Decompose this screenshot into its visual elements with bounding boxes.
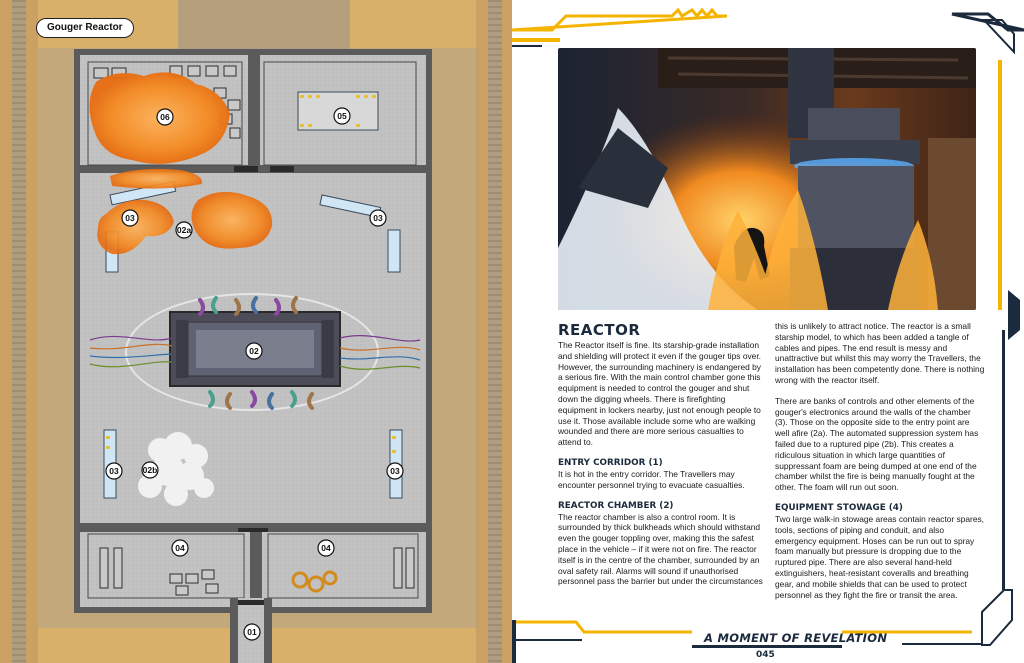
page-number: 045 <box>756 650 775 660</box>
marker-03-b: 03 <box>373 213 383 223</box>
reactor-fire-illustration <box>558 48 976 310</box>
body-reactor-chamber-cont: this is unlikely to attract notice. The reactor is a small starship model, to which has been added a tangle of cables and pipes. The end result is messy and unattractive but whilst this may worry the Travellers, the installation has been competently done. There is nothing wrong with the reactor itself. <box>775 321 985 385</box>
article-page <box>512 0 1024 663</box>
map-title-label: Gouger Reactor <box>36 18 134 38</box>
marker-04-b: 04 <box>321 543 331 553</box>
marker-02a: 02a <box>176 225 192 235</box>
article-intro: The Reactor itself is fine. Its starship-grade installation and shielding will protect it even if the gouger tips over. However, the surrounding machinery is endangered by a serious fire. With the main control chamber gone this equipment is needed to control the gouger and shut down the digging wheels. There is firefighting equipment in lockers nearby, just not enough people to use it. Those available include some who are walking wounded and there are more serious casualties to attend to. <box>558 340 761 448</box>
body-equipment-stowage: Two large walk-in stowage areas contain reactor spares, tools, sections of piping and conduit, and also emergency equipment. Hoses can be run out to spray foam manually but pressure is dropping due to the ruptured pipe. There are also several hand-held extinguishers, heat-resistant coveralls and breathing gear, and mobile shields that can be used to protect personnel as they fight the fire or transit the area. <box>775 513 985 600</box>
marker-02b: 02b <box>142 465 158 475</box>
marker-03-a: 03 <box>125 213 135 223</box>
marker-03-d: 03 <box>390 466 400 476</box>
marker-03-c: 03 <box>109 466 119 476</box>
footer-title: A MOMENT OF REVELATION <box>704 631 888 645</box>
heading-equipment-stowage: EQUIPMENT STOWAGE (4) <box>775 502 903 513</box>
text-column-left <box>558 322 766 597</box>
body-controls: There are banks of controls and other elements of the gouger's electronics around the walls of the chamber (3). Those on the opposite side to the entry point are well afire (2a). The automated suppression system has failed due to a ruptured pipe (2b). This creates a ridiculous situation in which large quantities of suppressant foam are being dumped at one end of the chamber whilst the fire is being manually fought at the other. The foam will run out soon. <box>775 395 979 493</box>
article-title: REACTOR <box>558 321 641 339</box>
marker-02: 02 <box>249 346 259 356</box>
body-reactor-chamber: The reactor chamber is also a control room. It is surrounded by thick bulkheads which should withstand even the gouger toppling over, making this the safest place in the vehicle – if it were not on fire. The reactor itself is in the centre of the chamber, surrounded by an oval safety rail. Alarms will sound if unauthorised personnel pass the barrier but under the circumstances <box>558 511 763 587</box>
text-column-right <box>775 321 985 610</box>
marker-01: 01 <box>247 627 257 637</box>
body-entry-corridor: It is hot in the entry corridor. The Travellers may encounter personnel trying to evacuate casualties. <box>558 468 745 490</box>
marker-04-a: 04 <box>175 543 185 553</box>
heading-entry-corridor: ENTRY CORRIDOR (1) <box>558 457 663 468</box>
heading-reactor-chamber: REACTOR CHAMBER (2) <box>558 500 674 511</box>
marker-05: 05 <box>337 111 347 121</box>
marker-06: 06 <box>160 112 170 122</box>
